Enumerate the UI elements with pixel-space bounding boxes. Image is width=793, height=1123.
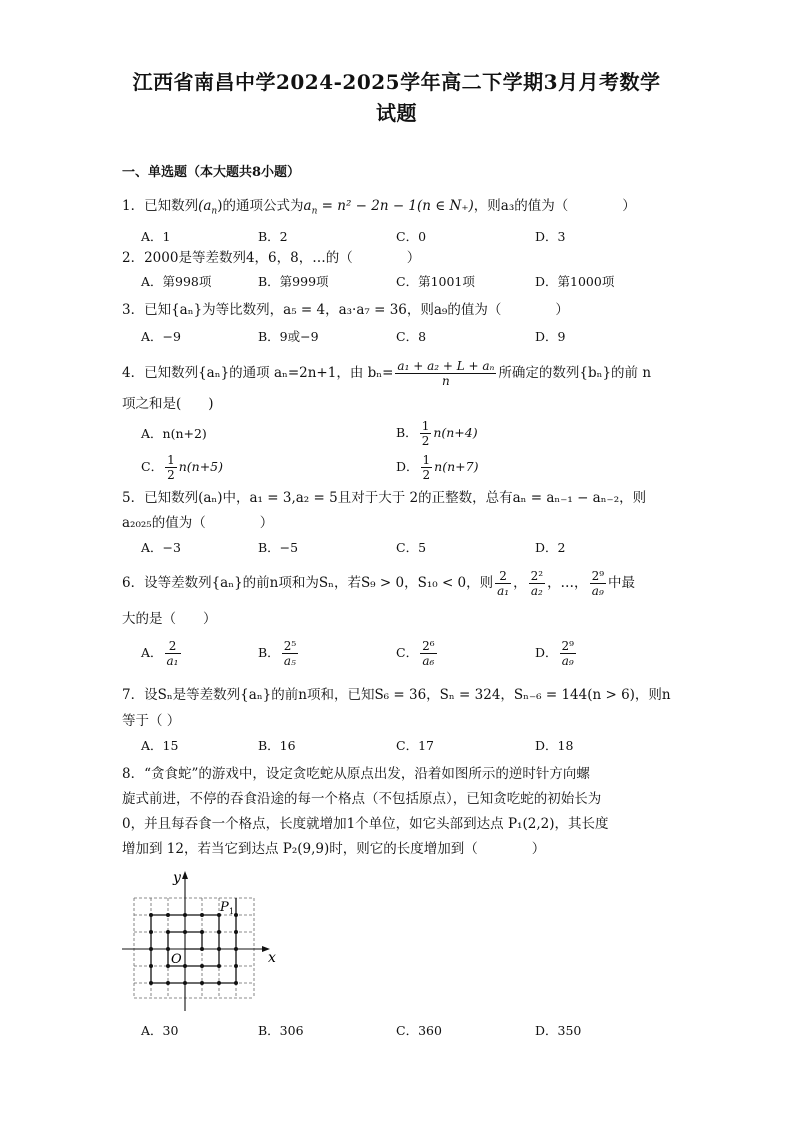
point-label-sub: 1 xyxy=(229,907,235,916)
q7-option-a: A．15 xyxy=(141,738,179,753)
q4-option-c xyxy=(141,452,223,482)
q4-option-a: A．n(n+2) xyxy=(141,426,207,441)
question-8: 8．“贪食蛇”的游戏中，设定贪吃蛇从原点出发，沿着如图所示的逆时针方向螺 xyxy=(122,766,590,782)
q4-d-label: D． xyxy=(396,459,419,474)
origin-label: O xyxy=(171,952,182,967)
q6-b-numerator: 2⁵ xyxy=(283,639,297,653)
q1-seq: (a xyxy=(198,198,212,214)
q6-fraction-3 xyxy=(590,569,606,598)
q1-formula: a xyxy=(303,198,312,214)
q6-b-denominator: a₅ xyxy=(283,654,296,668)
q2-option-d: D．第1000项 xyxy=(535,274,615,289)
q6-f3-numerator: 2⁹ xyxy=(591,569,605,583)
q6-f2-denominator: a₂ xyxy=(530,584,543,598)
q6-option-c xyxy=(396,636,439,670)
q1-option-b: B．2 xyxy=(258,229,288,244)
q6-post: 中最 xyxy=(608,575,636,591)
q4-fraction-denominator: n xyxy=(442,374,450,388)
q4-line2: 项之和是( ) xyxy=(122,396,214,412)
q6-option-b xyxy=(258,636,300,670)
q6-sep1: ， xyxy=(513,575,527,591)
q6-d-fraction xyxy=(560,639,576,668)
q6-d-denominator: a₉ xyxy=(561,654,574,668)
q1-tail: ，则a₃的值为（ ） xyxy=(473,198,636,214)
q4-c-label: C． xyxy=(141,459,164,474)
question-4 xyxy=(122,356,651,390)
q8-line2: 旋式前进，不停的吞食沿途的每一个格点（不包括原点），已知贪吃蛇的初始长为 xyxy=(122,791,602,807)
q2-option-a: A．第998项 xyxy=(141,274,212,289)
q4-pre: 4．已知数列{aₙ}的通项 aₙ=2n+1，由 bₙ= xyxy=(122,365,394,381)
q6-c-numerator: 2⁶ xyxy=(422,639,435,653)
point-label: P xyxy=(220,900,229,915)
q4-fraction xyxy=(395,359,496,388)
q1-seq-sub: n xyxy=(211,206,218,217)
q4-option-d xyxy=(396,452,478,482)
q5-line2: a₂₀₂₅的值为（ ） xyxy=(122,515,274,531)
q8-option-c: C．360 xyxy=(396,1023,442,1038)
q4-c-fraction xyxy=(165,453,177,482)
q4-b-expression: n(n+4) xyxy=(433,425,478,440)
q1-option-c: C．0 xyxy=(396,229,427,244)
q3-option-d: D．9 xyxy=(535,329,566,344)
q4-c-numerator: 1 xyxy=(167,453,175,467)
q6-f2-numerator: 2² xyxy=(530,569,544,583)
exam-title: 江西省南昌中学2024-2025学年高二下学期3月月考数学 xyxy=(132,70,661,94)
q4-option-b xyxy=(396,418,478,448)
q4-post: 所确定的数列{bₙ}的前 n xyxy=(498,365,652,381)
q5-option-b: B．−5 xyxy=(258,540,299,555)
q4-b-label: B． xyxy=(396,425,418,440)
question-3: 3．已知{aₙ}为等比数列，a₅ = 4，a₃·a₇ = 36，则a₉的值为（ ） xyxy=(122,302,569,318)
q8-option-d: D．350 xyxy=(535,1023,582,1038)
q2-option-c: C．第1001项 xyxy=(396,274,475,289)
q5-option-d: D．2 xyxy=(535,540,566,555)
q4-b-fraction xyxy=(420,419,432,448)
q6-line2: 大的是（ ） xyxy=(122,611,217,627)
question-1 xyxy=(122,196,636,222)
q6-fraction-2 xyxy=(529,569,545,598)
q1-formula-rest: = n² − 2n − 1(n ∈ N₊) xyxy=(317,198,474,214)
q6-fraction-1 xyxy=(495,569,511,598)
q3-option-b: B．9或−9 xyxy=(258,329,319,344)
q7-option-b: B．16 xyxy=(258,738,296,753)
q6-f3-denominator: a₉ xyxy=(591,584,604,598)
q6-f1-denominator: a₁ xyxy=(497,584,510,598)
question-5: 5．已知数列(aₙ)中，a₁ = 3,a₂ = 5且对于大于 2的正整数，总有aₙ = aₙ₋₁ − aₙ₋₂，则 xyxy=(122,490,647,506)
q4-d-expression: n(n+7) xyxy=(434,459,479,474)
q6-option-a xyxy=(141,636,183,670)
q6-b-fraction xyxy=(282,639,298,668)
q4-fraction-numerator: a₁ + a₂ + L + aₙ xyxy=(397,359,495,373)
q4-b-numerator: 1 xyxy=(421,419,430,433)
q7-line2: 等于（ ） xyxy=(122,713,181,729)
q6-d-label: D． xyxy=(535,645,558,660)
q4-d-fraction xyxy=(421,453,433,482)
q1-formula-sub: n xyxy=(311,206,318,217)
q6-c-denominator: a₆ xyxy=(422,654,435,668)
q6-a-label: A． xyxy=(141,645,163,660)
exam-title-continued: 试题 xyxy=(376,101,417,125)
q6-c-label: C． xyxy=(396,645,419,660)
y-axis-label: y xyxy=(173,870,181,886)
q1-post: )的通项公式为 xyxy=(217,198,304,214)
q3-option-c: C．8 xyxy=(396,329,427,344)
q4-c-denominator: 2 xyxy=(167,468,175,482)
q8-option-a: A．30 xyxy=(141,1023,179,1038)
q8-option-b: B．306 xyxy=(258,1023,304,1038)
q1-option-a: A．1 xyxy=(141,229,171,244)
q3-option-a: A．−9 xyxy=(141,329,181,344)
q6-d-numerator: 2⁹ xyxy=(561,639,574,653)
q8-line4: 增加到 12，若当它到达点 P₂(9,9)时，则它的长度增加到（ ） xyxy=(122,841,546,857)
q8-line3: 0，并且每吞食一个格点，长度就增加1个单位，如它头部到达点 P₁(2,2)，其长度 xyxy=(122,816,609,832)
q6-f1-numerator: 2 xyxy=(495,569,511,584)
q5-option-c: C．5 xyxy=(396,540,427,555)
q4-c-expression: n(n+5) xyxy=(178,459,223,474)
q6-sep2: ，…， xyxy=(547,575,588,591)
q4-d-denominator: 2 xyxy=(422,468,431,482)
q6-a-numerator: 2 xyxy=(165,639,181,654)
q2-option-b: B．第999项 xyxy=(258,274,329,289)
q1-pre: 1．已知数列 xyxy=(122,198,199,214)
q4-d-numerator: 1 xyxy=(422,453,431,467)
q4-b-denominator: 2 xyxy=(421,434,430,448)
q7-option-d: D．18 xyxy=(535,738,574,753)
q6-option-d xyxy=(535,636,578,670)
q1-option-d: D．3 xyxy=(535,229,566,244)
question-6 xyxy=(122,565,635,601)
question-2: 2．2000是等差数列4，6，8，…的（ ） xyxy=(122,250,421,266)
q6-a-fraction xyxy=(165,639,181,668)
spiral-grid-figure xyxy=(116,866,296,1016)
q6-pre: 6．设等差数列{aₙ}的前n项和为Sₙ，若S₉ > 0，S₁₀ < 0，则 xyxy=(122,575,494,591)
q7-option-c: C．17 xyxy=(396,738,434,753)
x-axis-label: x xyxy=(268,950,276,966)
q6-b-label: B． xyxy=(258,645,280,660)
q5-option-a: A．−3 xyxy=(141,540,181,555)
q6-c-fraction xyxy=(420,639,436,668)
y-axis-arrow-icon xyxy=(182,871,188,879)
section-heading: 一、单选题（本大题共8小题） xyxy=(122,165,301,180)
question-7: 7．设Sₙ是等差数列{aₙ}的前n项和，已知S₆ = 36，Sₙ = 324，Sₙ₋₆ = 144(n > 6)，则n xyxy=(122,687,671,703)
q6-a-denominator: a₁ xyxy=(166,654,179,668)
